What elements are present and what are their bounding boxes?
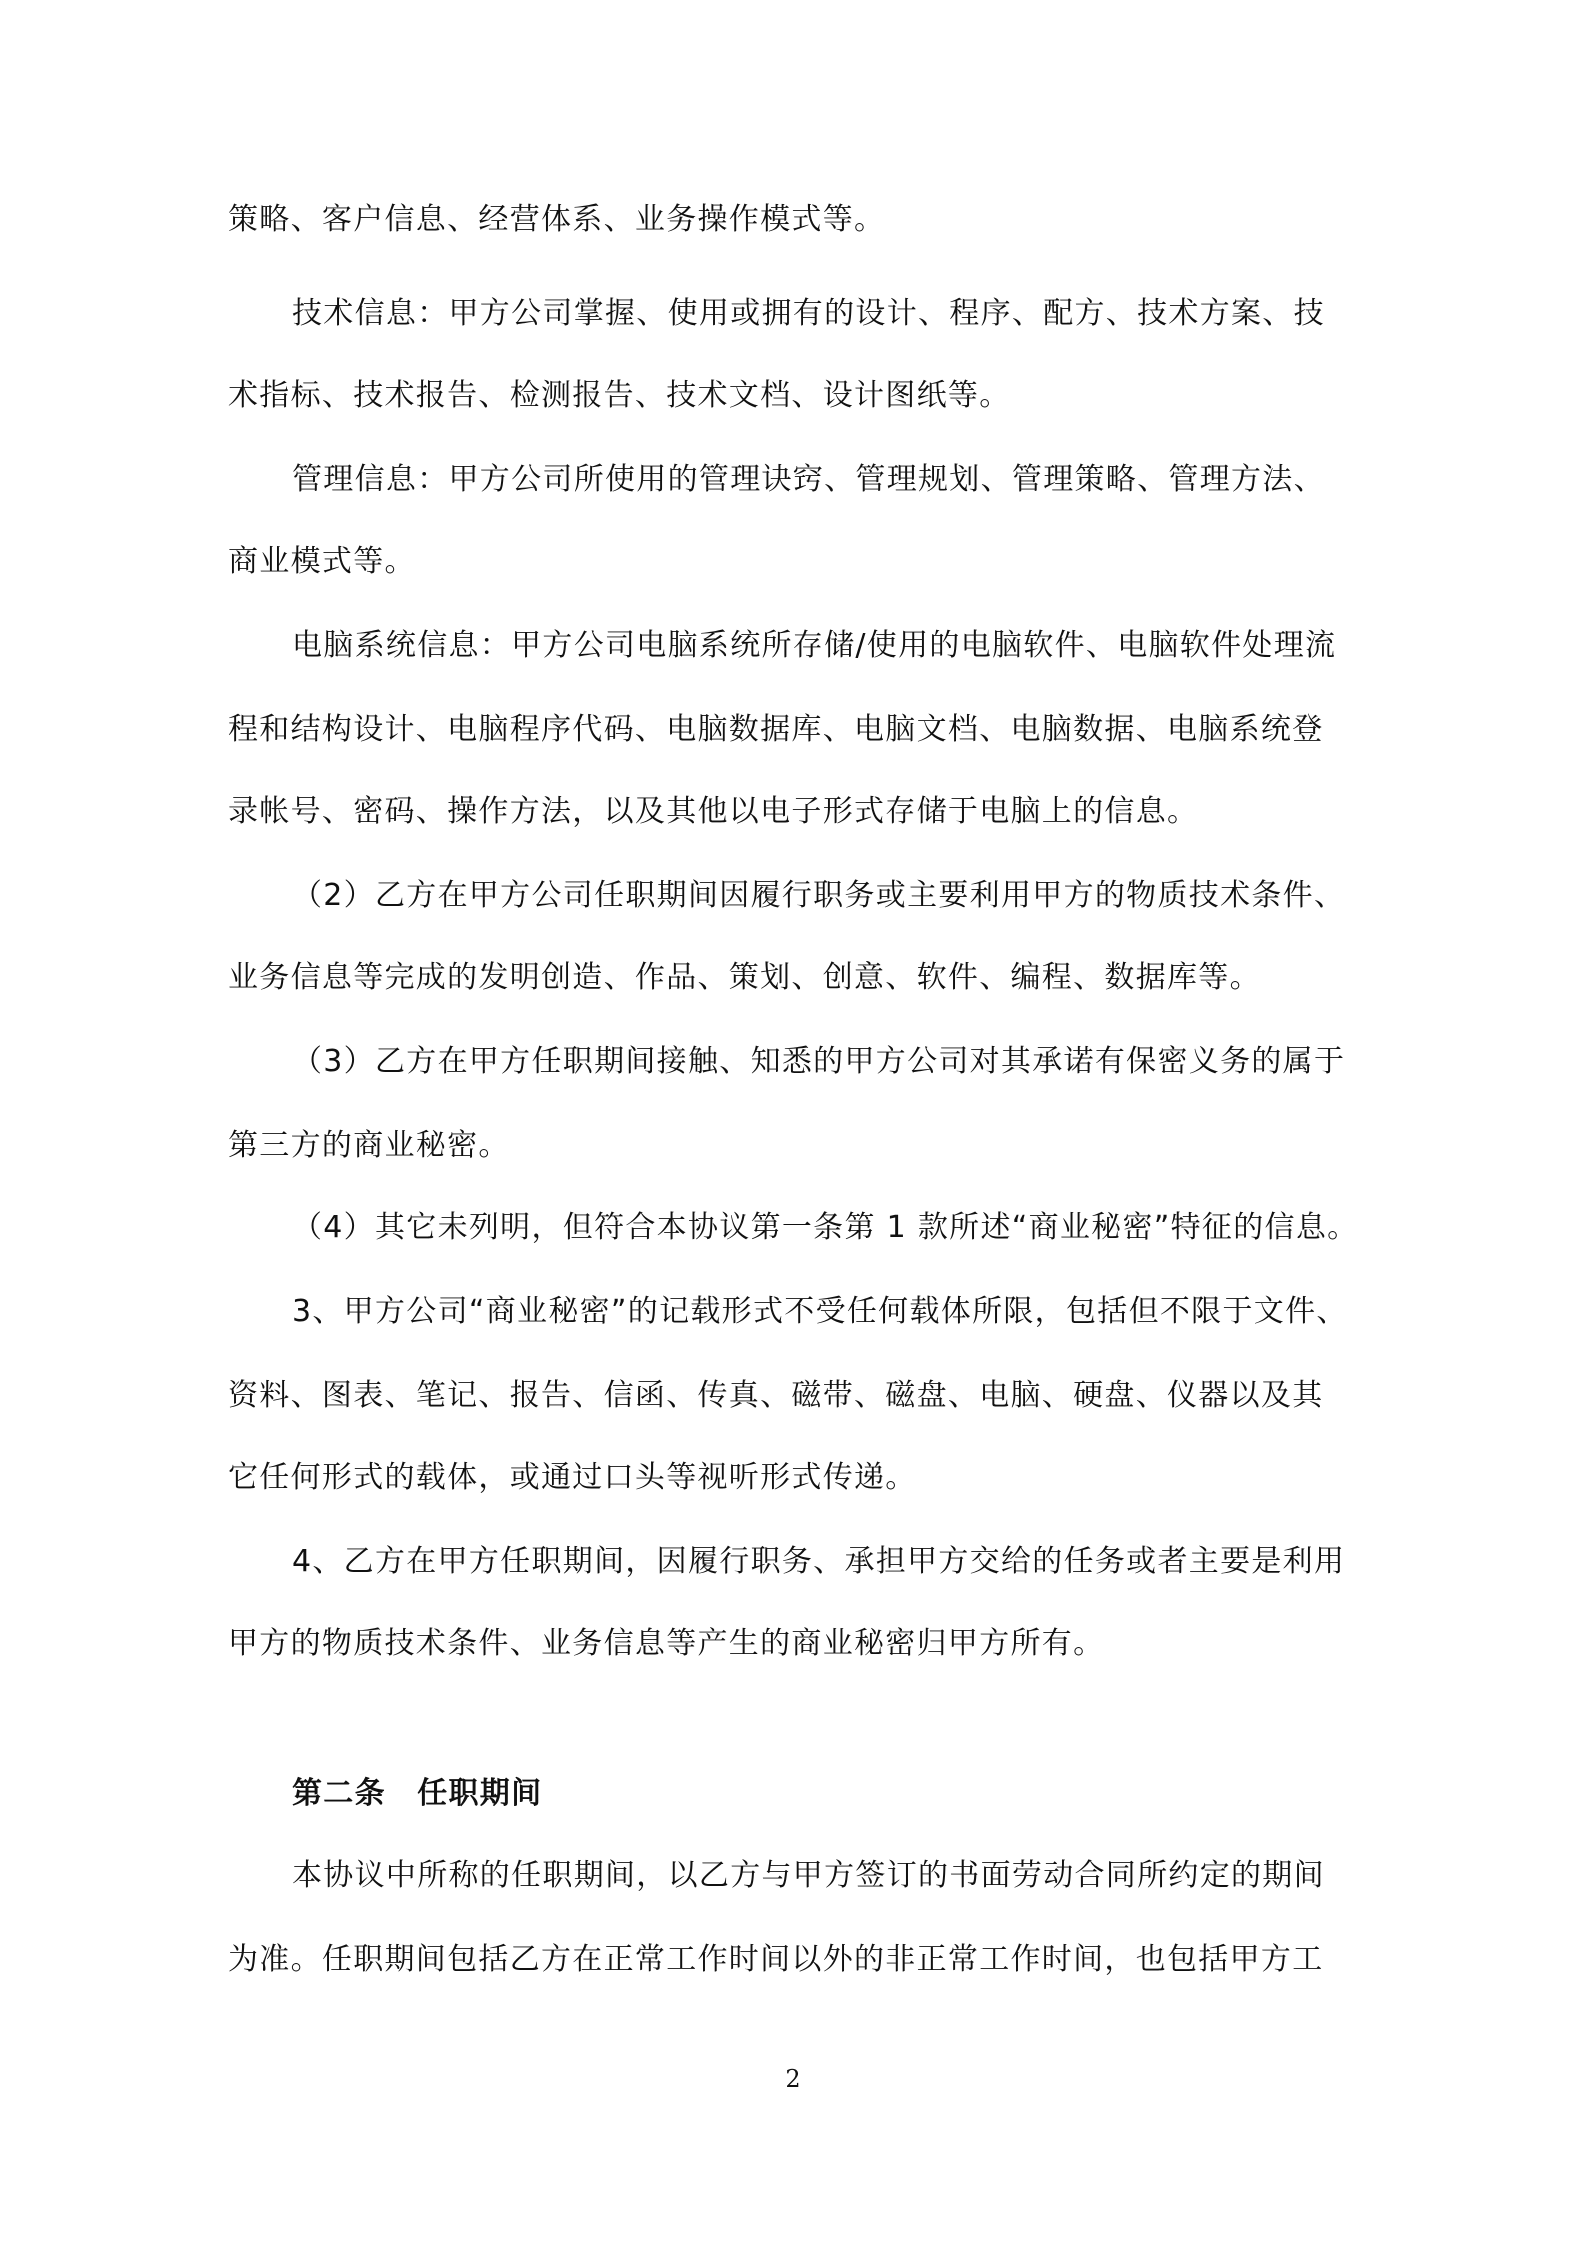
text-line: 管理信息：甲方公司所使用的管理诀窍、管理规划、管理策略、管理方法、 [292,462,1325,497]
text-line: 甲方的物质技术条件、业务信息等产生的商业秘密归甲方所有。 [228,1626,1105,1661]
text-line: 程和结构设计、电脑程序代码、电脑数据库、电脑文档、电脑数据、电脑系统登 [228,712,1324,747]
text-line: 资料、图表、笔记、报告、信函、传真、磁带、磁盘、电脑、硬盘、仪器以及其 [228,1378,1324,1413]
page-number: 2 [785,2065,801,2093]
text-line: （2）乙方在甲方公司任职期间因履行职务或主要利用甲方的物质技术条件、 [292,878,1346,913]
text-line: 录帐号、密码、操作方法，以及其他以电子形式存储于电脑上的信息。 [228,794,1199,829]
text-line: 3、甲方公司“商业秘密”的记载形式不受任何载体所限，包括但不限于文件、 [292,1294,1348,1329]
text-line: 第三方的商业秘密。 [228,1128,510,1163]
text-line: （4）其它未列明，但符合本协议第一条第 1 款所述“商业秘密”特征的信息。 [292,1210,1359,1245]
text-line: 策略、客户信息、经营体系、业务操作模式等。 [228,202,886,237]
text-line: 为准。任职期间包括乙方在正常工作时间以外的非正常工作时间，也包括甲方工 [228,1942,1324,1977]
text-line: 4、乙方在甲方任职期间，因履行职务、承担甲方交给的任务或者主要是利用 [292,1544,1346,1579]
section-heading: 第二条 任职期间 [292,1776,543,1811]
text-line: 电脑系统信息：甲方公司电脑系统所存储/使用的电脑软件、电脑软件处理流 [292,628,1337,663]
text-line: 业务信息等完成的发明创造、作品、策划、创意、软件、编程、数据库等。 [228,960,1261,995]
text-line: （3）乙方在甲方任职期间接触、知悉的甲方公司对其承诺有保密义务的属于 [292,1044,1346,1079]
text-line: 本协议中所称的任职期间，以乙方与甲方签订的书面劳动合同所约定的期间 [292,1858,1325,1893]
text-line: 技术信息：甲方公司掌握、使用或拥有的设计、程序、配方、技术方案、技 [292,296,1325,331]
text-line: 术指标、技术报告、检测报告、技术文档、设计图纸等。 [228,378,1011,413]
text-line: 它任何形式的载体，或通过口头等视听形式传递。 [228,1460,917,1495]
text-line: 商业模式等。 [228,544,416,579]
